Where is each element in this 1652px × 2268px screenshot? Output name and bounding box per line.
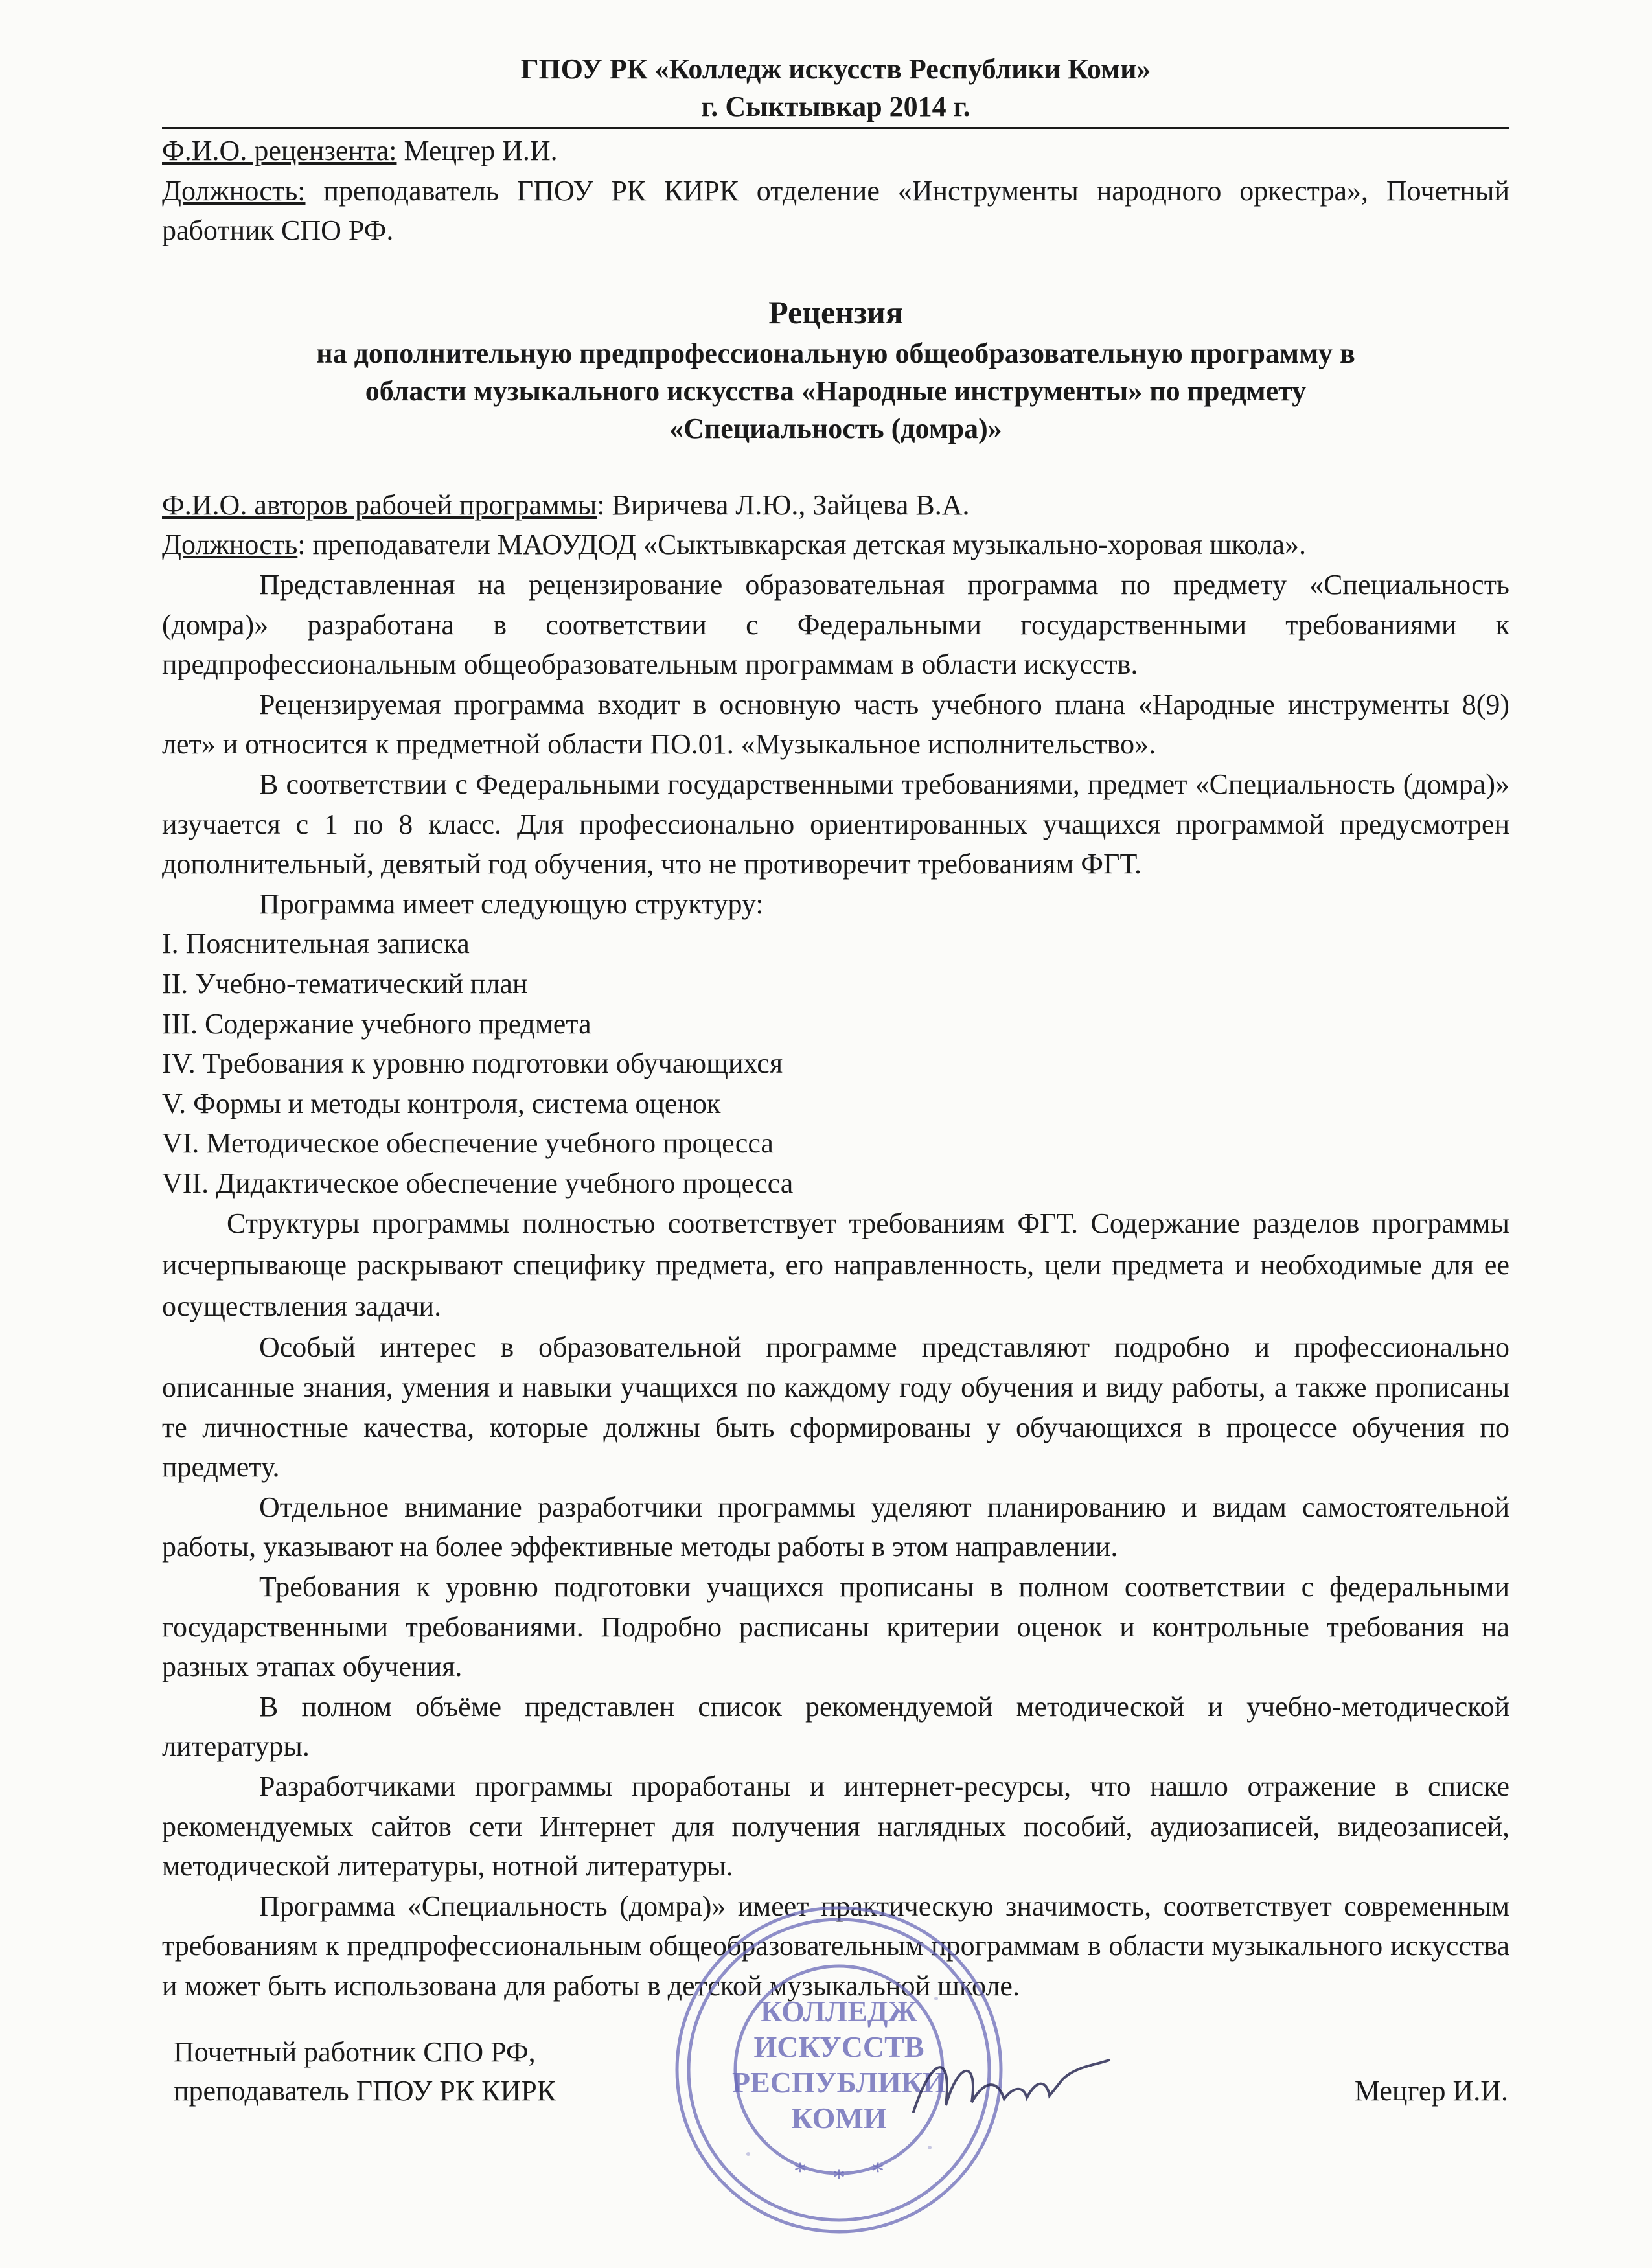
document-header [162, 51, 1509, 126]
stamp-text-line-2: ИСКУССТВ [753, 2030, 924, 2063]
stamp-text-line-1: КОЛЛЕДЖ [760, 1995, 918, 2028]
reviewer-position-label: Должность: [162, 174, 306, 207]
authors-value: : Виричева Л.Ю., Зайцева В.А. [597, 488, 970, 521]
reviewer-position-line [162, 171, 1509, 251]
svg-text:*: * [832, 2163, 845, 2192]
list-item: I. Пояснительная записка [162, 928, 470, 960]
header-city-year: г. Сыктывкар 2014 г. [701, 91, 970, 122]
svg-text:*: * [871, 2157, 884, 2186]
svg-text:*: * [794, 2157, 807, 2186]
paragraph-7: Отдельное внимание разработчики программы уделяют планированию и видам самостоятельной работы, указывают на более эффективные методы работы в этом направлении. [162, 1491, 1509, 1563]
paragraph-10: Разработчиками программы проработаны и интернет-ресурсы, что нашло отражение в списке рекомендуемых сайтов сети Интернет для получения наглядных пособий, аудиозаписей, видеозаписей, методической литературы, нотной литературы. [162, 1770, 1509, 1883]
paragraph-6: Особый интерес в образовательной программе представляют подробно и профессионально описанные знания, умения и навыки учащихся по каждому году обучения и виду работы, а также прописаны те личностные качества, которые должны быть сформированы у обучающихся в процессе обучения по предмету. [162, 1331, 1509, 1483]
paragraph-4: Программа имеет следующую структуру: [259, 888, 764, 920]
paragraph-2: Рецензируемая программа входит в основную часть учебного плана «Народные инструменты 8(9) лет» и относится к предметной области ПО.01. «Музыкальное исполнительство». [162, 688, 1509, 761]
reviewer-name-label: Ф.И.О. рецензента: [162, 135, 397, 166]
signer-title-line-1: Почетный работник СПО РФ, [174, 2036, 536, 2068]
review-title-block [162, 290, 1509, 448]
review-subtitle-line-2: области музыкального искусства «Народные инструменты» по предмету [365, 374, 1307, 407]
reviewer-name: Мецгер И.И. [396, 135, 558, 166]
reviewer-position: преподаватель ГПОУ РК КИРК отделение «Инструменты народного оркестра», Почетный работник СПО РФ. [162, 174, 1509, 247]
header-divider [162, 127, 1509, 129]
signer-name: Мецгер И.И. [1354, 2075, 1508, 2107]
authors-position: : преподаватели МАОУДОД «Сыктывкарская детская музыкально-хоровая школа». [297, 529, 1307, 561]
review-subtitle-line-1: на дополнительную предпрофессиональную общеобразовательную программу в [316, 337, 1355, 369]
list-item: VII. Дидактическое обеспечение учебного процесса [162, 1167, 794, 1199]
authors-position-label: Должность [162, 529, 298, 561]
paragraph-11: Программа «Специальность (домра)» имеет практическую значимость, соответствует современным требованиям к предпрофессиональным общеобразовательным программам в области музыкального искусства и может быть использована для работы в детской музыкальной школе. [162, 1890, 1509, 2002]
paragraph-9: В полном объёме представлен список рекомендуемой методической и учебно-методической литературы. [162, 1690, 1509, 1763]
list-item: IV. Требования к уровню подготовки обучающихся [162, 1048, 783, 1080]
authors-position-line [162, 525, 1509, 565]
paragraph-5: Структуры программы полностью соответствует требованиям ФГТ. Содержание разделов программы исчерпывающе раскрывают специфику предмета, его направленность, цели предмета и необходимые для ее осуществления задачи. [162, 1208, 1509, 1323]
paragraph-1: Представленная на рецензирование образовательная программа по предмету «Специальность (домра)» разработана в соответствии с Федеральными государственными требованиями к предпрофессиональным общеобразовательным программам в области искусств. [162, 568, 1509, 681]
signer-title-line-2: преподаватель ГПОУ РК КИРК [174, 2075, 556, 2107]
review-title: Рецензия [768, 293, 903, 330]
authors-line [162, 485, 1509, 525]
list-item: VI. Методическое обеспечение учебного процесса [162, 1127, 774, 1160]
list-item: III. Содержание учебного предмета [162, 1007, 591, 1040]
reviewer-name-line [162, 131, 1509, 171]
stamp-text-line-4: КОМИ [791, 2102, 887, 2135]
paragraph-3: В соответствии с Федеральными государственными требованиями, предмет «Специальность (домра)» изучается с 1 по 8 класс. Для профессионально ориентированных учащихся программой предусмотрен дополнительный, девятый год обучения, что не противоречит требованиям ФГТ. [162, 768, 1509, 880]
authors-label: Ф.И.О. авторов рабочей программы [162, 488, 597, 521]
review-subtitle-line-3: «Специальность (домра)» [669, 412, 1002, 444]
list-item: V. Формы и методы контроля, система оценок [162, 1087, 721, 1119]
paragraph-8: Требования к уровню подготовки учащихся прописаны в полном соответствии с федеральными государственными требованиями. Подробно расписаны критерии оценок и контрольные требования на разных этапах обучения. [162, 1571, 1509, 1683]
signature-block [174, 2033, 1508, 2111]
document-body [162, 131, 1509, 2006]
stamp-text-line-3: РЕСПУБЛИКИ [732, 2066, 946, 2099]
authors-block [162, 485, 1509, 565]
structure-list [162, 924, 1509, 1203]
header-institution: ГПОУ РК «Колледж искусств Республики Коми» [520, 53, 1151, 85]
list-item: II. Учебно-тематический план [162, 967, 528, 1000]
